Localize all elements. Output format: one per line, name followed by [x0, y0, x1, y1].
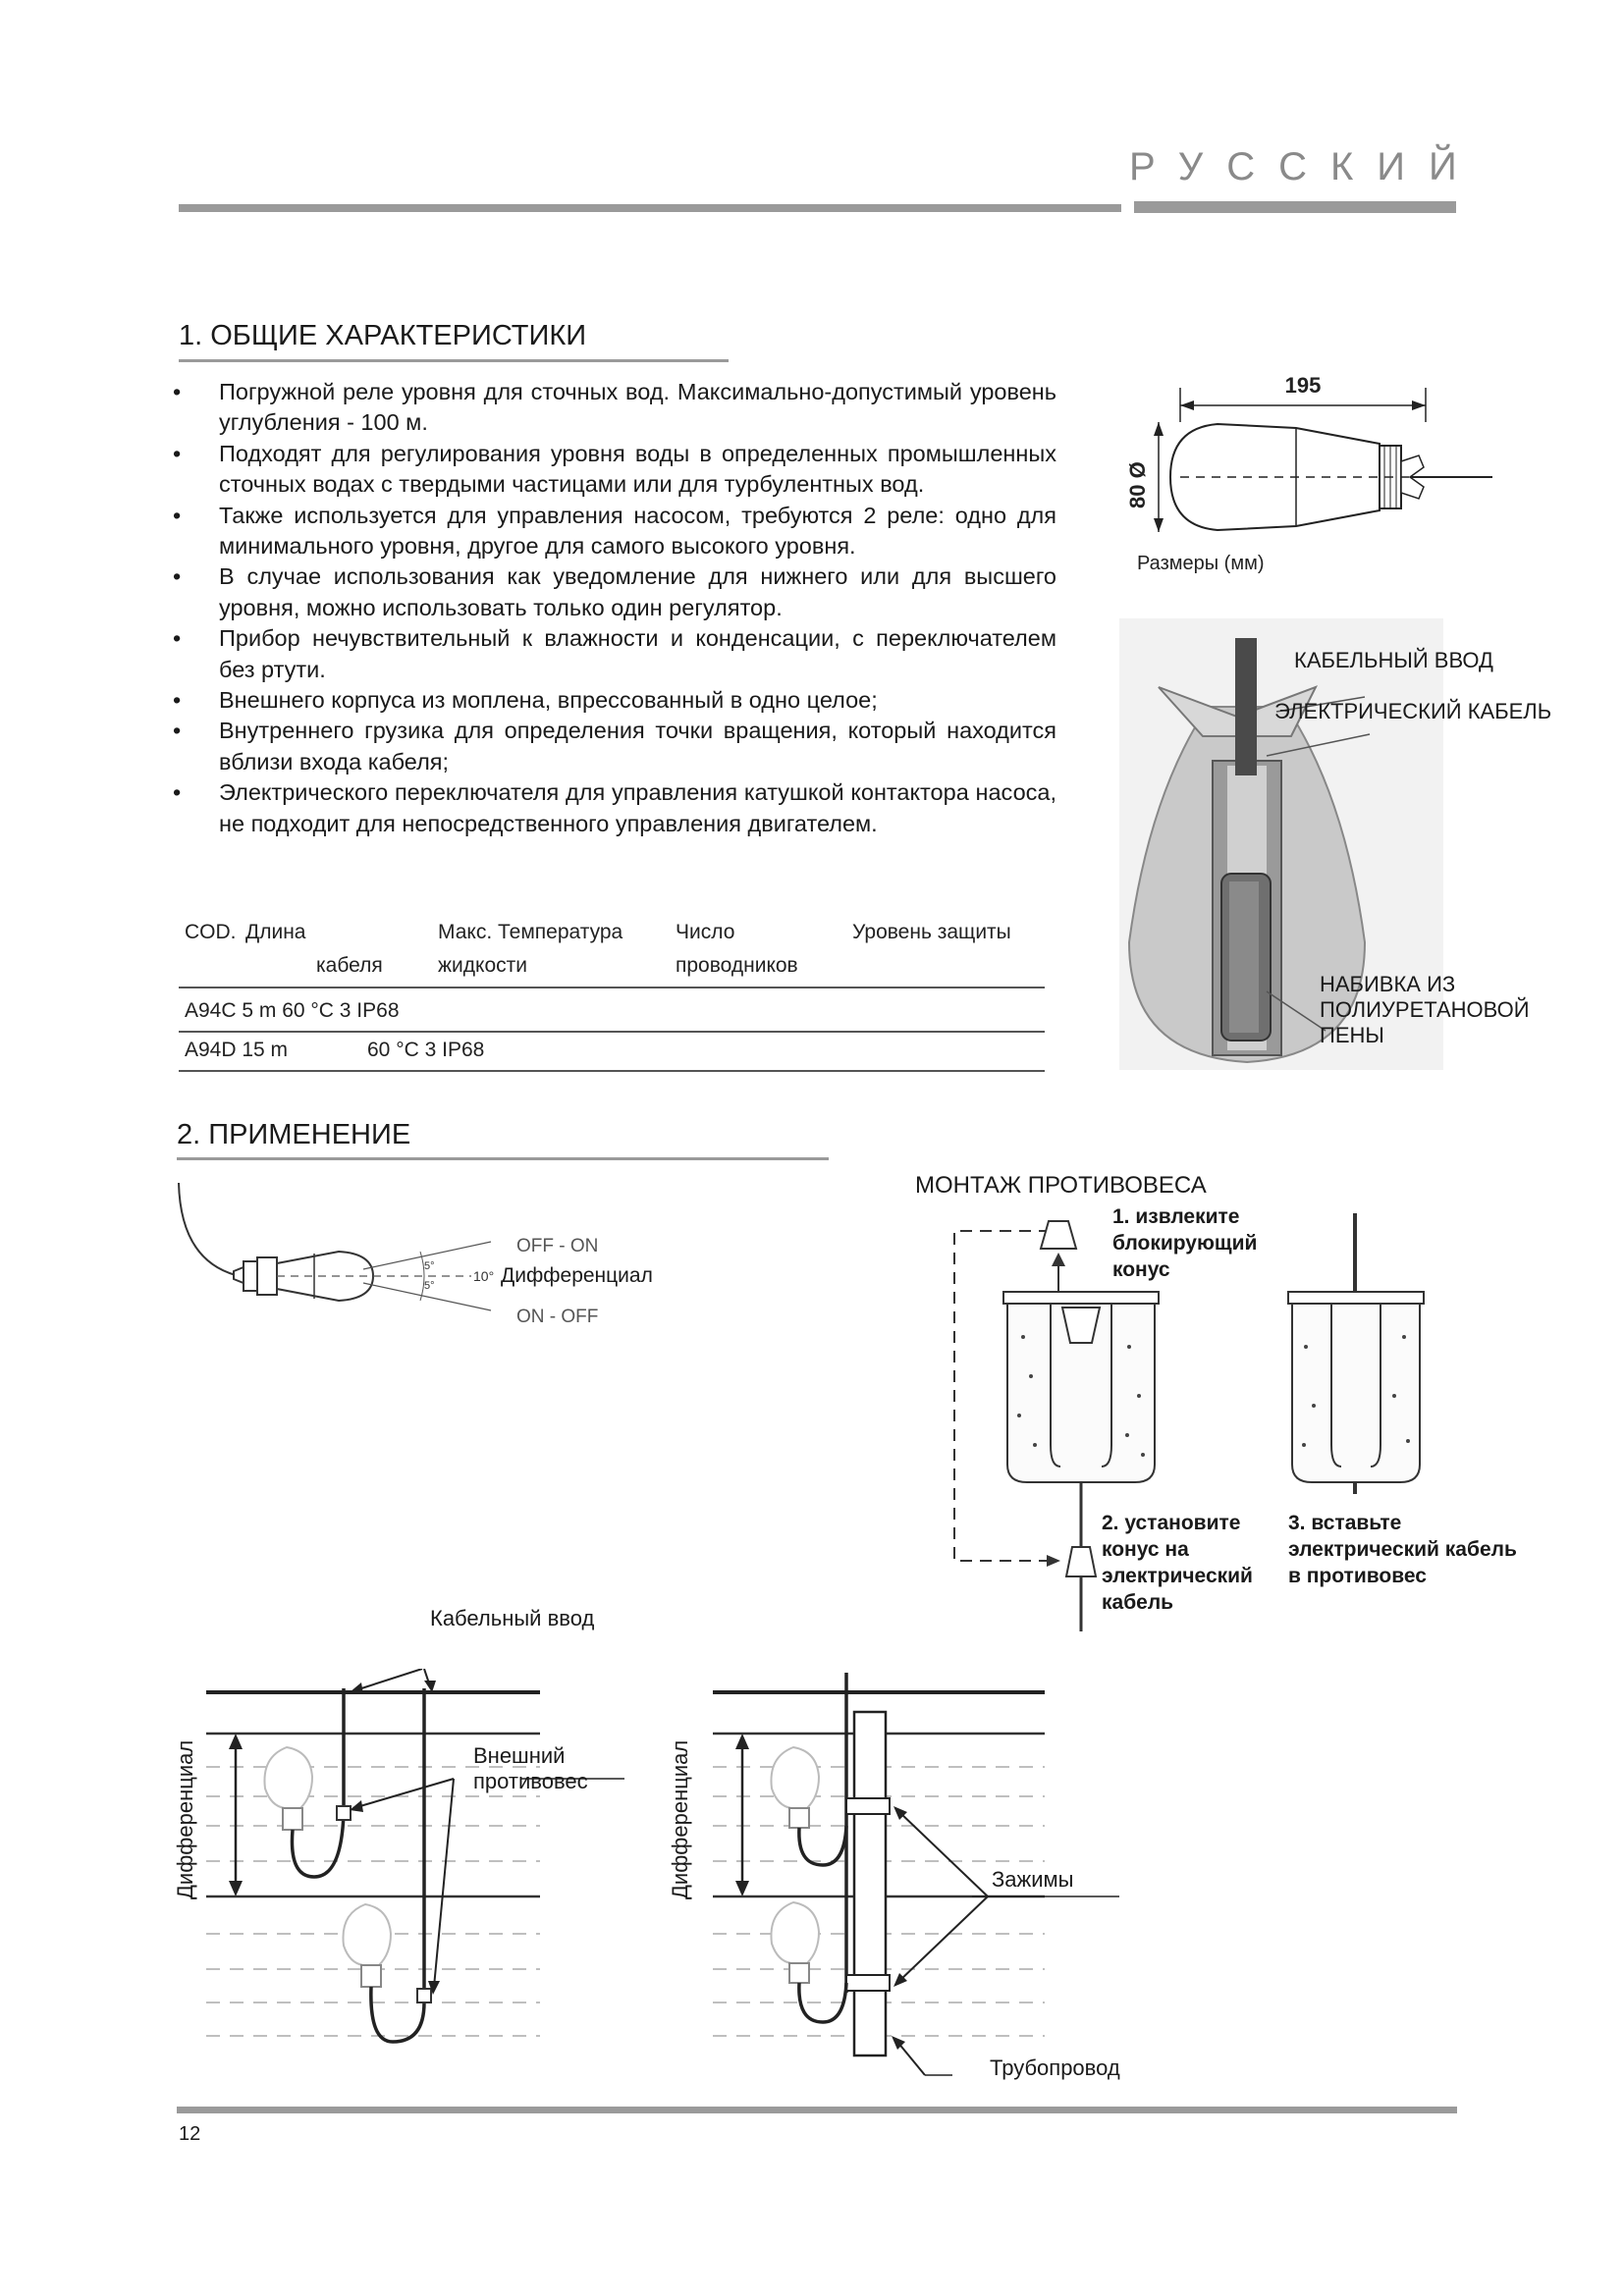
angle-lower: 5° [424, 1280, 435, 1292]
table-header-temp-1: Макс. Температура [438, 921, 623, 943]
feature-item: • Внешнего корпуса из моплена, впрессованный в одно целое; [173, 685, 1056, 716]
table-header-length-2: кабеля [316, 954, 383, 977]
language-label: РУССКИЙ [1129, 145, 1481, 188]
label-external-counterweight-1: Внешний [473, 1743, 566, 1768]
label-electric-cable: ЭЛЕКТРИЧЕСКИЙ КАБЕЛЬ [1274, 699, 1552, 723]
table-header-cod: COD. [185, 921, 237, 943]
table-header-temp-2: жидкости [438, 954, 527, 977]
dimension-drawing [1119, 363, 1512, 589]
section-2-rule [177, 1157, 829, 1160]
table-header-wires-1: Число [676, 921, 735, 943]
table-header-protection: Уровень защиты [852, 921, 1011, 943]
label-differential-right: Дифференциал [668, 1739, 692, 1899]
feature-item: • Прибор нечувствительный к влажности и конденсации, с переключателем без ртути. [173, 623, 1056, 685]
counterweight-title: МОНТАЖ ПРОТИВОВЕСА [915, 1172, 1207, 1199]
table-row: A94C 5 m 60 °C 3 IP68 [185, 999, 400, 1022]
header-rule-right [1134, 201, 1456, 213]
feature-item: • Электрического переключателя для управления катушкой контактора насоса, не подходит для непосредственного управления двигателем. [173, 777, 1056, 839]
angle-total: 10° [473, 1268, 495, 1284]
label-pipe: Трубопровод [990, 2056, 1120, 2080]
section-2-title: 2. ПРИМЕНЕНИЕ [177, 1119, 411, 1150]
page-number: 12 [179, 2123, 201, 2145]
table-rule [179, 987, 1045, 988]
section-1-title: 1. ОБЩИЕ ХАРАКТЕРИСТИКИ [179, 320, 587, 351]
step-3-label: 3. вставьте электрический кабель в противовес [1288, 1512, 1517, 1587]
feature-item: • Подходят для регулирования уровня воды в определенных промышленных сточных водах с твердыми частицами или для турбулентных вод. [173, 439, 1056, 501]
feature-item: • Внутреннего грузика для определения точки вращения, который находится вблизи входа кабеля; [173, 716, 1056, 777]
label-differential-left: Дифференциал [173, 1739, 197, 1899]
switch-angle-diagram [167, 1173, 677, 1330]
section-1-rule [179, 359, 729, 362]
label-cable-entry: КАБЕЛЬНЫЙ ВВОД [1294, 648, 1493, 672]
label-foam-1: НАБИВКА ИЗ [1320, 972, 1456, 996]
table-row: 60 °C 3 IP68 [367, 1039, 485, 1061]
step-2-label: 2. установите конус на электрический кабель [1102, 1512, 1253, 1614]
differential-label: Дифференциал [501, 1264, 653, 1287]
table-row: A94D 15 m [185, 1039, 289, 1061]
state-off-on: OFF - ON [516, 1236, 599, 1256]
table-header-length-1: Длина [245, 921, 306, 943]
step-1-label: 1. извлеките блокирующий конус [1112, 1205, 1258, 1281]
footer-rule [177, 2107, 1457, 2113]
angle-upper: 5° [424, 1260, 435, 1272]
feature-item: • В случае использования как уведомление для нижнего или для высшего уровня, можно использовать только один регулятор. [173, 561, 1056, 623]
label-cable-entry-small: Кабельный ввод [430, 1606, 595, 1630]
table-header-wires-2: проводников [676, 954, 798, 977]
feature-item: • Также используется для управления насосом, требуются 2 реле: одно для минимального уровня, другое для самого высокого уровня. [173, 501, 1056, 562]
features-list [173, 377, 1056, 839]
state-on-off: ON - OFF [516, 1307, 599, 1327]
label-foam-3: ПЕНЫ [1320, 1023, 1384, 1047]
table-rule [179, 1031, 1045, 1033]
label-foam-2: ПОЛИУРЕТАНОВОЙ [1320, 997, 1530, 1022]
label-external-counterweight-2: противовес [473, 1769, 588, 1793]
installation-right-drawing [707, 1669, 1139, 2081]
header-rule-left [179, 204, 1121, 212]
dimension-caption: Размеры (мм) [1137, 553, 1265, 574]
dimension-diameter: 80 Ø [1125, 461, 1150, 508]
dimension-length: 195 [1284, 373, 1322, 398]
installation-left-drawing [196, 1669, 648, 2081]
feature-item: • Погружной реле уровня для сточных вод. Максимально-допустимый уровень углубления - 100 м. [173, 377, 1056, 439]
table-rule [179, 1070, 1045, 1072]
label-clamps: Зажимы [992, 1867, 1074, 1892]
